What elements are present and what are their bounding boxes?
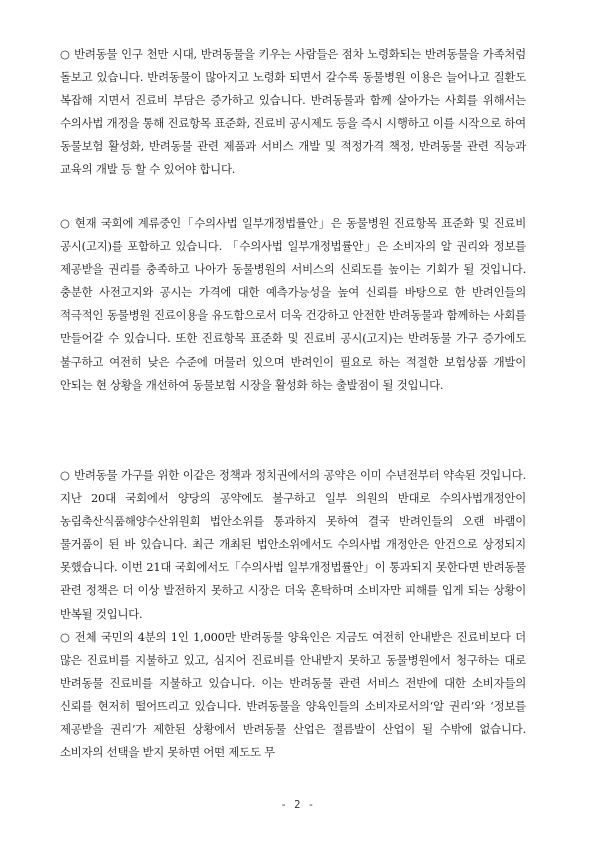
bullet-circle-icon: ○ — [60, 630, 71, 644]
page-number: - 2 - — [280, 799, 315, 811]
bullet-circle-icon: ○ — [60, 47, 71, 61]
paragraph-pending-bill — [60, 212, 526, 397]
paragraph-text: 현재 국회에 계류중인「수의사법 일부개정법률안」은 동물병원 진료항목 표준화 및 진료비 공시(고지)를 포함하고 있습니다. 「수의사법 일부개정법률안」은 소비자의 알 권리와 정보를 제공받을 권리를 충족하고 나아가 동물병원의 서비스의 신뢰도를 높이는 기회가 될 것입니다. 충분한 사전고지와 공시는 가격에 대한 예측가능성을 높여 신뢰를 바탕으로 한 반려인들의 적극적인 동물병원 진료이용을 유도함으로서 더욱 건강하고 안전한 반려동물과 함께하는 사회를 만들어갈 수 있습니다. 또한 진료항목 표준화 및 진료비 공시(고지)는 반려동물 가구 증가에도 불구하고 여전히 낮은 수준에 머물러 있으며 반려인이 필요로 하는 적절한 보험상품 개발이 안되는 현 상황을 개선하여 동물보험 시장을 활성화 하는 출발점이 될 것입니다. — [60, 216, 527, 392]
paragraph-policy-promises — [60, 464, 526, 626]
paragraph-text: 반려동물 인구 천만 시대, 반려동물을 키우는 사람들은 점차 노령화되는 반려동물을 가족처럼 돌보고 있습니다. 반려동물이 많아지고 노령화 되면서 갈수록 동물병원 이용은 늘어나고 질환도 복잡해 지면서 진료비 부담은 증가하고 있습니다. 반려동물과 함께 살아가는 사회를 위해서는 수의사법 개정을 통해 진료항목 표준화, 진료비 공시제도 등을 즉시 시행하고 이를 시작으로 하여 동물보험 활성화, 반려동물 관련 제품과 서비스 개발 및 적정가격 책정, 반려동물 관련 직능과 교육의 개발 등 할 수 있어야 합니다. — [60, 47, 526, 177]
paragraph-text: 전체 국민의 4분의 1인 1,000만 반려동물 양육인은 지금도 여전히 안내받은 진료비보다 더 많은 진료비를 지불하고 있고, 심지어 진료비를 안내받지 못하고 동물병원에서 청구하는 대로 반려동물 진료비를 지불하고 있습니다. 이는 반려동물 관련 서비스 전반에 대한 소비자들의 신뢰를 현저히 떨어뜨리고 있습니다. 반려동물을 양육인들의 소비자로서의‘알 권리’와 ‘정보를 제공받을 권리’가 제한된 상황에서 반려동물 산업은 절름발이 산업이 될 수밖에 없습니다. 소비자의 선택을 받지 못하면 어떤 제도도 무 — [60, 630, 526, 760]
paragraph-consumer-rights — [60, 626, 526, 765]
bullet-circle-icon: ○ — [60, 216, 71, 230]
bullet-circle-icon: ○ — [60, 468, 71, 482]
paragraph-pet-population — [60, 43, 526, 182]
paragraph-text: 반려동물 가구를 위한 이같은 정책과 정치권에서의 공약은 이미 수년전부터 약속된 것입니다. 지난 20대 국회에서 양당의 공약에도 불구하고 일부 의원의 반대로 수의사법개정안이 농림축산식품해양수산위원회 법안소위를 통과하지 못하여 결국 반려인들의 오랜 바램이 물거품이 된 바 있습니다. 최근 개최된 법안소위에서도 수의사법 개정안은 안건으로 상정되지 못했습니다. 이번 21대 국회에서도「수의사법 일부개정법률안」이 통과되지 못한다면 반려동물 관련 정책은 더 이상 발전하지 못하고 시장은 더욱 혼탁하며 소비자만 피해를 입게 되는 상황이 반복될 것입니다. — [60, 468, 526, 621]
